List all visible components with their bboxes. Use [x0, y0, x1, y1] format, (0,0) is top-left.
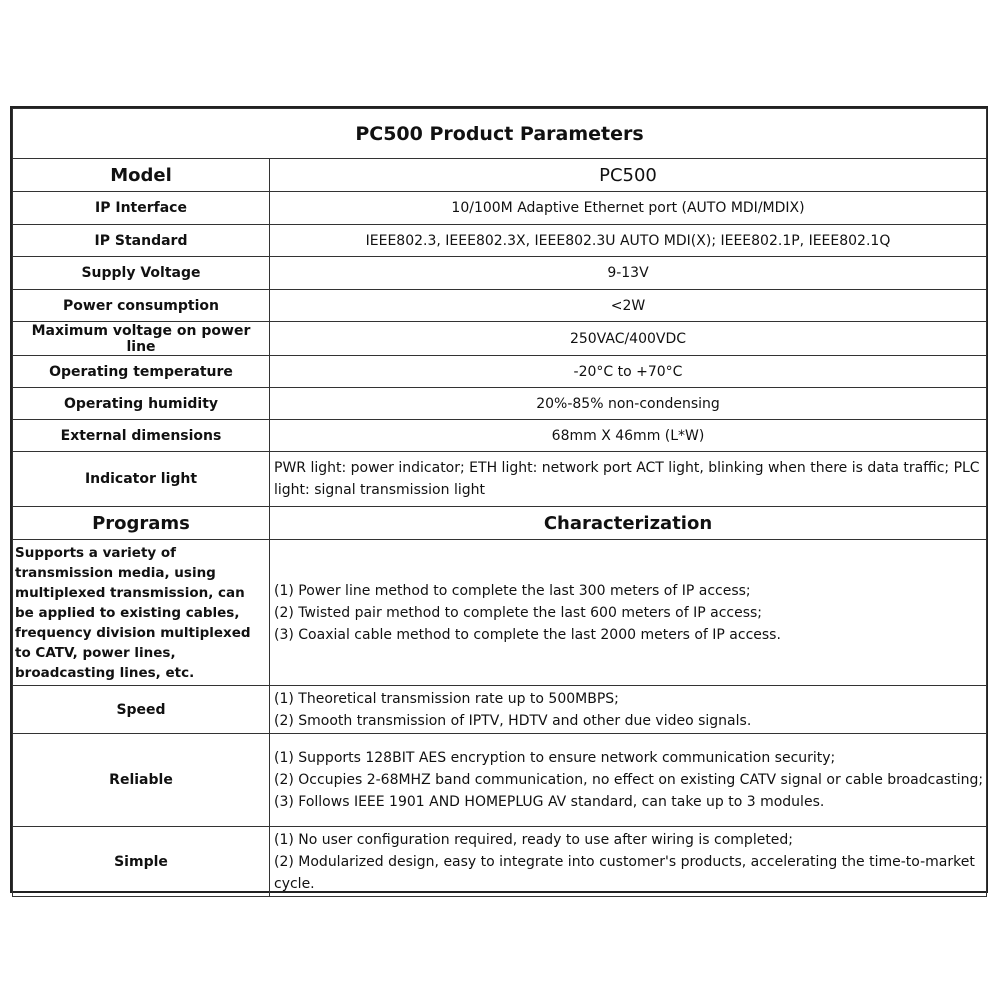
param-label: Indicator light	[13, 452, 270, 507]
program-label-text: Supports a variety of transmission media, using multiplexed transmission, can be applied to existing cables, frequency division multiplexed to CATV, power lines, broadcasting lines, etc.	[15, 544, 251, 681]
program-row	[13, 686, 987, 734]
param-row	[13, 388, 987, 420]
characterization-item: (2) Occupies 2-68MHZ band communication, no effect on existing CATV signal or cable broadcasting;	[274, 772, 984, 788]
parameters-table	[12, 108, 987, 897]
characterization-item: (3) Follows IEEE 1901 AND HOMEPLUG AV standard, can take up to 3 modules.	[274, 794, 825, 810]
param-label: Maximum voltage on power line	[13, 322, 270, 356]
param-value: 250VAC/400VDC	[270, 322, 987, 356]
param-label: Power consumption	[13, 290, 270, 322]
model-value: PC500	[270, 159, 987, 192]
program-label	[13, 540, 270, 686]
characterization-item: (2) Twisted pair method to complete the last 600 meters of IP access;	[274, 604, 763, 621]
characterization-item: (1) Power line method to complete the last 300 meters of IP access;	[274, 582, 751, 599]
characterization-item: (1) No user configuration required, ready to use after wiring is completed;	[274, 831, 794, 848]
param-row	[13, 290, 987, 322]
characterization-header: Characterization	[270, 507, 987, 540]
program-characterization	[270, 734, 987, 827]
param-value	[270, 452, 987, 507]
param-row	[13, 192, 987, 225]
characterization-item: (3) Coaxial cable method to complete the last 2000 meters of IP access.	[274, 626, 781, 643]
programs-header: Programs	[13, 507, 270, 540]
model-row	[13, 159, 987, 192]
param-label: Operating humidity	[13, 388, 270, 420]
param-row	[13, 257, 987, 290]
param-value: IEEE802.3, IEEE802.3X, IEEE802.3U AUTO MDI(X); IEEE802.1P, IEEE802.1Q	[270, 225, 987, 257]
program-label: Reliable	[13, 734, 270, 827]
param-label: Supply Voltage	[13, 257, 270, 290]
section-header-row	[13, 507, 987, 540]
param-row	[13, 420, 987, 452]
characterization-item: (1) Supports 128BIT AES encryption to ensure network communication security;	[274, 750, 836, 766]
param-value: 9-13V	[270, 257, 987, 290]
param-value: 10/100M Adaptive Ethernet port (AUTO MDI/MDIX)	[270, 192, 987, 225]
characterization-item: (2) Smooth transmission of IPTV, HDTV and other due video signals.	[274, 712, 752, 729]
program-row	[13, 827, 987, 897]
param-row	[13, 225, 987, 257]
param-label: External dimensions	[13, 420, 270, 452]
table-title: PC500 Product Parameters	[13, 109, 987, 159]
program-row	[13, 734, 987, 827]
program-characterization	[270, 686, 987, 734]
param-value: 68mm X 46mm (L*W)	[270, 420, 987, 452]
program-row	[13, 540, 987, 686]
param-value-text: PWR light: power indicator; ETH light: network port ACT light, blinking when there is data traffic; PLC light: signal transmission light	[274, 460, 980, 498]
param-value: <2W	[270, 290, 987, 322]
characterization-item: (1) Theoretical transmission rate up to 500MBPS;	[274, 690, 619, 707]
param-label: IP Interface	[13, 192, 270, 225]
program-label: Speed	[13, 686, 270, 734]
param-value: -20°C to +70°C	[270, 356, 987, 388]
program-characterization	[270, 540, 987, 686]
product-parameters-sheet	[10, 106, 988, 893]
program-label: Simple	[13, 827, 270, 897]
param-label: Operating temperature	[13, 356, 270, 388]
param-value: 20%-85% non-condensing	[270, 388, 987, 420]
param-label: IP Standard	[13, 225, 270, 257]
param-row	[13, 322, 987, 356]
model-label: Model	[13, 159, 270, 192]
param-row	[13, 356, 987, 388]
title-row	[13, 109, 987, 159]
program-characterization	[270, 827, 987, 897]
param-row	[13, 452, 987, 507]
characterization-item: (2) Modularized design, easy to integrate into customer's products, accelerating the time-to-market cycle.	[274, 853, 975, 892]
